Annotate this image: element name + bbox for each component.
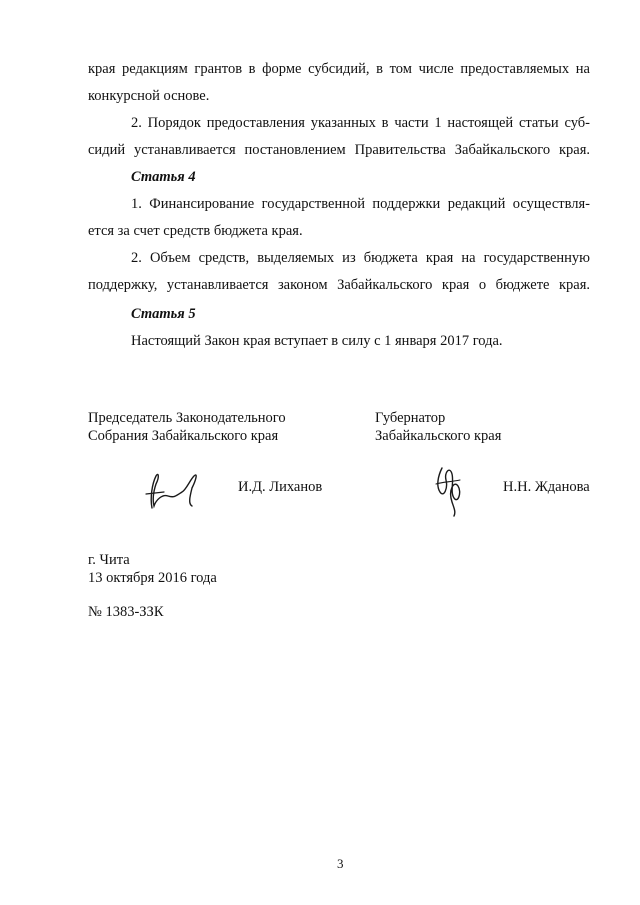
right-signatory-title-1: Губернатор <box>375 410 446 426</box>
body-line-3: 2. Порядок предоставления указанных в части 1 настоящей статьи суб- <box>131 115 590 131</box>
body-line-2: конкурсной основе. <box>88 88 210 104</box>
signing-date: 13 октября 2016 года <box>88 570 217 586</box>
body-line-8: поддержку, устанавливается законом Забайкальского края о бюджете края. <box>88 277 590 293</box>
page-number: 3 <box>337 856 344 871</box>
right-signatory-title-2: Забайкальского края <box>375 428 502 444</box>
body-line-5: 1. Финансирование государственной поддержки редакций осуществля- <box>131 196 590 212</box>
article-5-heading: Статья 5 <box>131 306 196 322</box>
left-signatory-name: И.Д. Лиханов <box>238 479 323 495</box>
signing-city: г. Чита <box>88 552 130 568</box>
right-signatory-name: Н.Н. Жданова <box>503 479 590 495</box>
body-line-1: края редакциям грантов в форме субсидий, в том числе предоставляемых на <box>88 61 590 77</box>
right-signature <box>428 462 472 518</box>
body-line-9: Настоящий Закон края вступает в силу с 1 января 2017 года. <box>131 333 503 349</box>
law-number: № 1383-ЗЗК <box>88 604 164 620</box>
body-line-4: сидий устанавливается постановлением Правительства Забайкальского края. <box>88 142 590 158</box>
article-4-heading: Статья 4 <box>131 169 196 185</box>
body-line-6: ется за счет средств бюджета края. <box>88 223 303 239</box>
left-signature <box>142 470 204 512</box>
body-line-7: 2. Объем средств, выделяемых из бюджета края на государственную <box>131 250 590 266</box>
left-signatory-title-1: Председатель Законодательного <box>88 410 286 426</box>
left-signatory-title-2: Собрания Забайкальского края <box>88 428 279 444</box>
